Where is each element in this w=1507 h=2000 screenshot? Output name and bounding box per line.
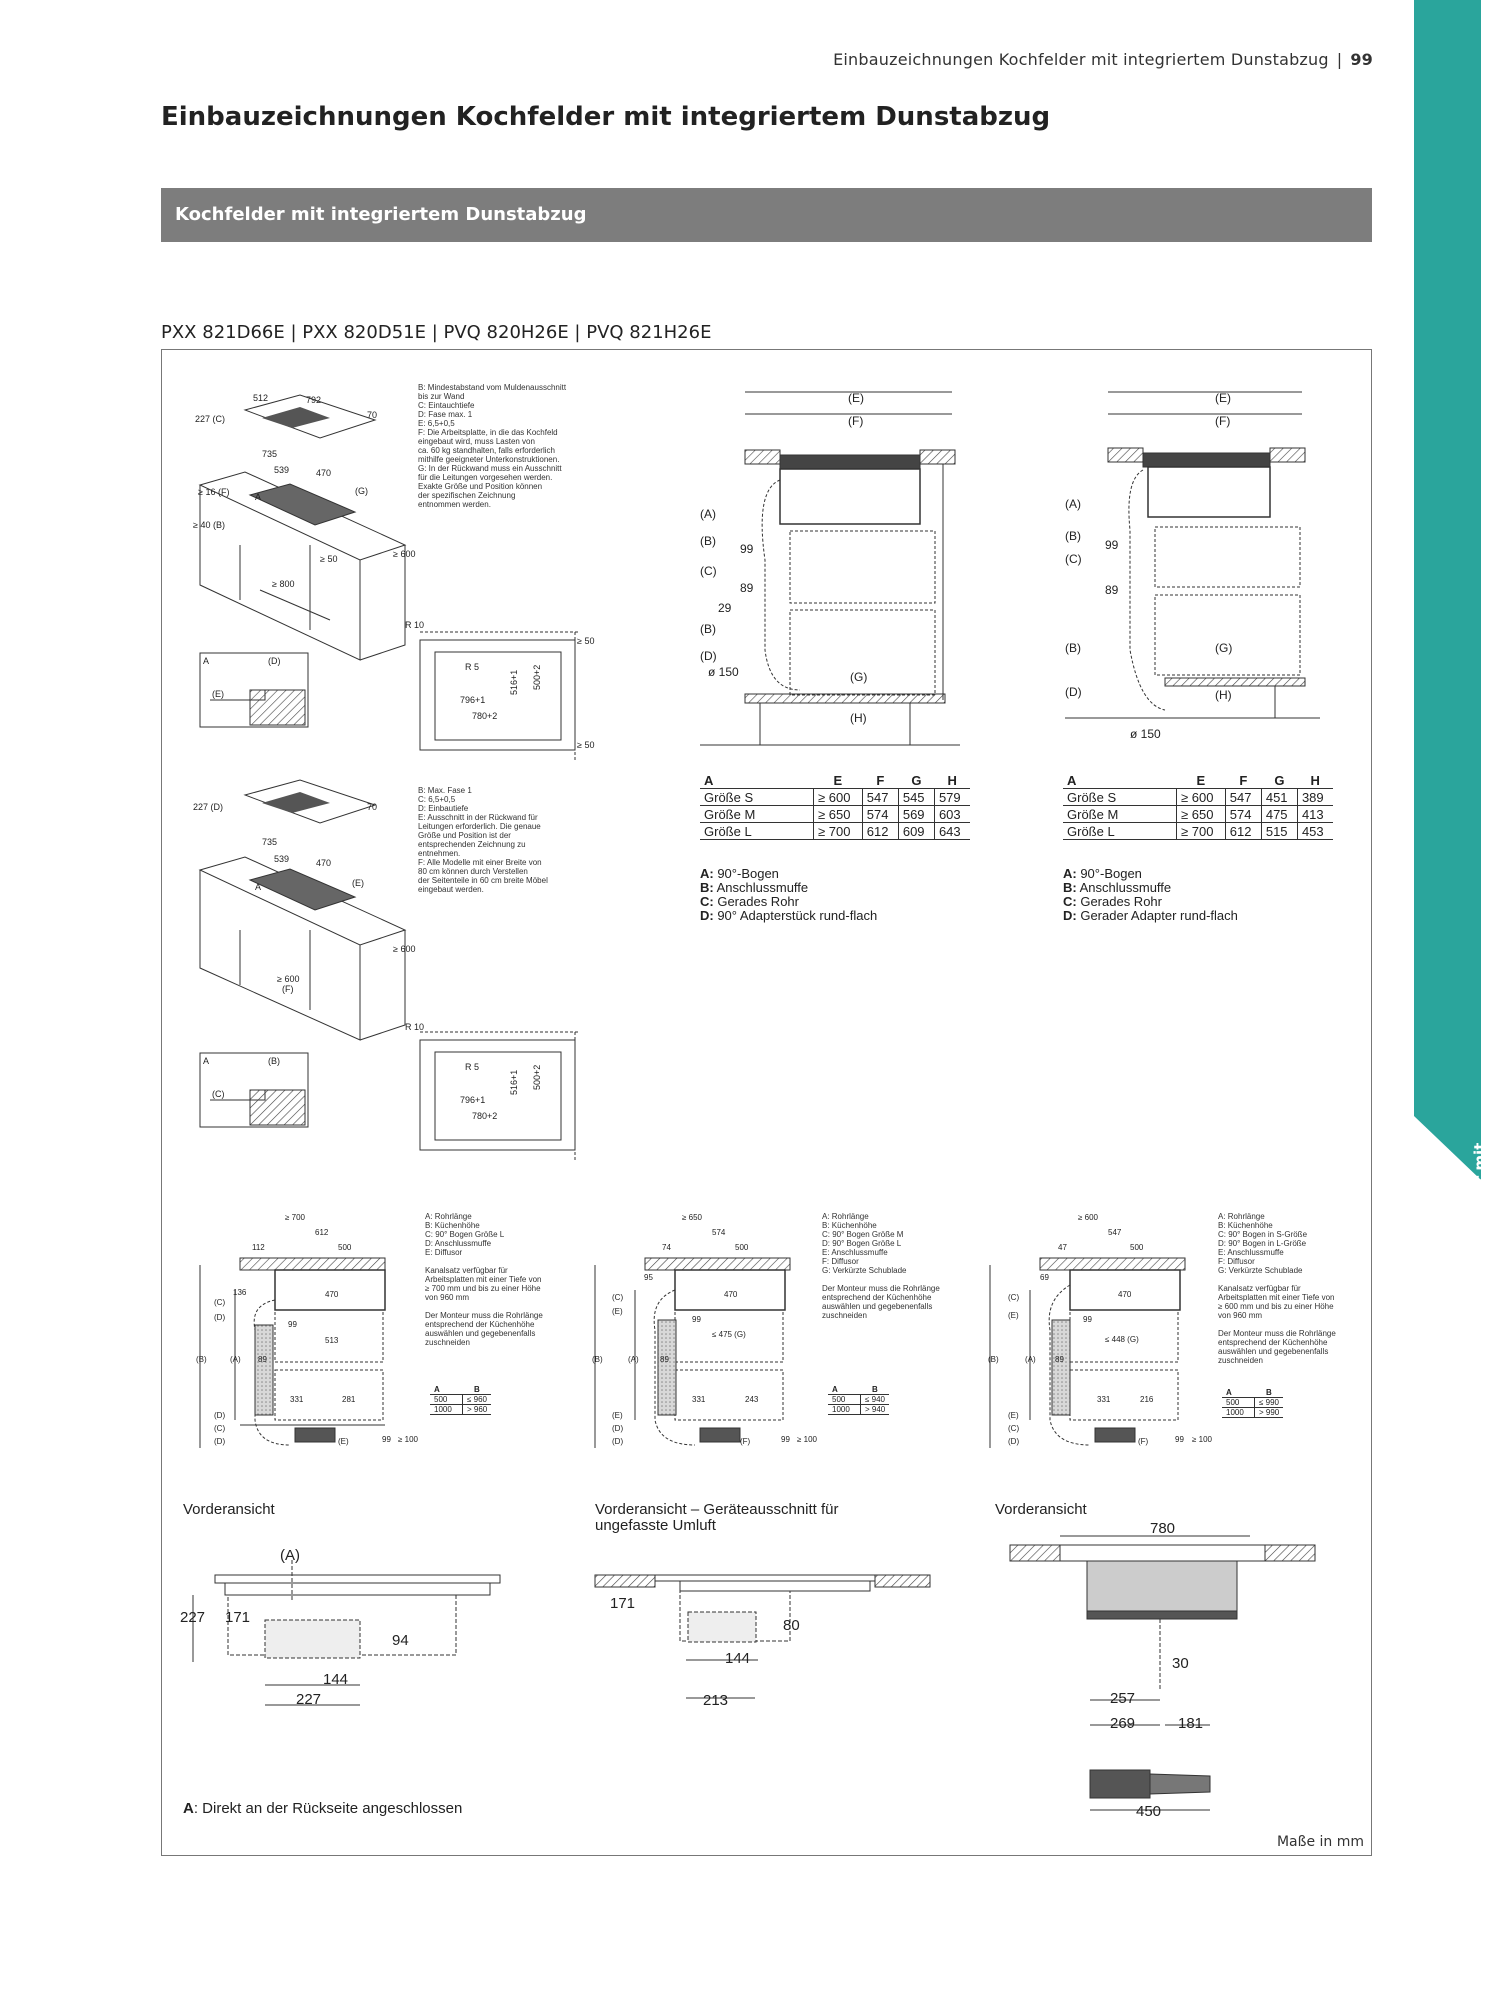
svg-text:(F): (F) xyxy=(1138,1437,1149,1446)
svg-text:(E): (E) xyxy=(1215,391,1231,405)
side-b-labels xyxy=(1065,391,1232,741)
svg-text:(D): (D) xyxy=(268,656,281,666)
svg-text:(A): (A) xyxy=(230,1355,241,1364)
svg-text:(E): (E) xyxy=(612,1307,623,1316)
svg-text:≥ 600: ≥ 600 xyxy=(1078,1213,1098,1222)
svg-text:≥ 700: ≥ 700 xyxy=(285,1213,305,1222)
iso-drawing-1 xyxy=(200,395,405,660)
table-row: 1000 > 960 xyxy=(430,1405,491,1415)
cutout-plan-1 xyxy=(420,632,580,760)
svg-text:(A): (A) xyxy=(1065,497,1081,511)
svg-text:331: 331 xyxy=(1097,1395,1111,1404)
table-row: Größe M ≥ 650 574 569 603 xyxy=(700,806,970,823)
svg-text:735: 735 xyxy=(262,449,278,459)
svg-text:R 10: R 10 xyxy=(405,1022,425,1032)
side-tab-label: Kochfelder mit integriertem Dunstabzug xyxy=(1471,1098,1507,1312)
svg-text:(B): (B) xyxy=(988,1355,999,1364)
svg-text:(D): (D) xyxy=(612,1424,624,1433)
svg-text:(E): (E) xyxy=(212,689,224,699)
svg-text:99: 99 xyxy=(1083,1315,1092,1324)
svg-text:99: 99 xyxy=(740,542,754,556)
front-view-3 xyxy=(1010,1536,1315,1810)
svg-text:(D): (D) xyxy=(214,1437,226,1446)
svg-text:227: 227 xyxy=(180,1609,206,1626)
svg-text:ø 150: ø 150 xyxy=(708,665,739,679)
svg-text:ø 150: ø 150 xyxy=(1130,727,1161,741)
svg-text:≥ 40 (B): ≥ 40 (B) xyxy=(193,520,225,530)
svg-text:(E): (E) xyxy=(848,391,864,405)
svg-text:243: 243 xyxy=(745,1395,759,1404)
svg-text:(C): (C) xyxy=(1008,1424,1020,1433)
svg-text:80: 80 xyxy=(783,1617,800,1634)
svg-text:≤ 475 (G): ≤ 475 (G) xyxy=(712,1330,746,1339)
svg-text:500+2: 500+2 xyxy=(532,1064,542,1090)
iso-drawing-2 xyxy=(200,780,405,1040)
svg-text:780: 780 xyxy=(1150,1520,1176,1537)
svg-text:500+2: 500+2 xyxy=(532,664,542,690)
svg-text:539: 539 xyxy=(274,854,290,864)
table-row: Größe M ≥ 650 574 475 413 xyxy=(1063,806,1333,823)
svg-text:144: 144 xyxy=(323,1671,349,1688)
svg-text:R 10: R 10 xyxy=(405,620,425,630)
svg-text:516+1: 516+1 xyxy=(509,1069,519,1095)
svg-text:(B): (B) xyxy=(700,534,716,548)
svg-text:99: 99 xyxy=(288,1320,297,1329)
duct-1-notes: A: Rohrlänge B: Küchenhöhe C: 90° Bogen Größe L D: Anschlussmuffe E: Diffusor Kanalsatz verfügbar für Arbeitsplatten mit einer Tiefe von ≥ 700 mm und bis zu einer Höhe von 960 mm Der Monteur muss die Rohrlänge entsprechend der Küchenhöhe auswählen und gegebenenfalls zuschneiden xyxy=(425,1212,543,1347)
svg-text:(C): (C) xyxy=(1065,552,1082,566)
svg-text:70: 70 xyxy=(367,410,378,420)
side-section-b xyxy=(1065,392,1320,718)
svg-text:(E): (E) xyxy=(612,1411,623,1420)
svg-text:(C): (C) xyxy=(214,1298,226,1307)
svg-text:735: 735 xyxy=(262,837,278,847)
svg-text:796+1: 796+1 xyxy=(460,1095,486,1105)
front-view-1-title: Vorderansicht xyxy=(183,1501,275,1518)
svg-text:≤ 448 (G): ≤ 448 (G) xyxy=(1105,1335,1139,1344)
svg-text:(F): (F) xyxy=(1215,414,1231,428)
svg-text:470: 470 xyxy=(316,468,332,478)
svg-text:≥ 600: ≥ 600 xyxy=(277,974,300,984)
svg-text:612: 612 xyxy=(315,1228,329,1237)
svg-text:(A): (A) xyxy=(700,507,716,521)
svg-text:(A): (A) xyxy=(628,1355,639,1364)
table-row: 500 ≤ 960 xyxy=(430,1395,491,1405)
table-row: Größe L ≥ 700 612 609 643 xyxy=(700,823,970,840)
svg-text:(D): (D) xyxy=(214,1313,226,1322)
svg-text:470: 470 xyxy=(325,1290,339,1299)
side-a-labels xyxy=(700,391,867,725)
front-view-2 xyxy=(595,1575,930,1698)
svg-text:(E): (E) xyxy=(1008,1311,1019,1320)
svg-text:796+1: 796+1 xyxy=(460,695,486,705)
svg-text:29: 29 xyxy=(718,601,732,615)
table-row: 1000 > 990 xyxy=(1222,1408,1283,1418)
svg-text:95: 95 xyxy=(644,1273,653,1282)
svg-text:≥ 650: ≥ 650 xyxy=(682,1213,702,1222)
svg-text:(C): (C) xyxy=(1008,1293,1020,1302)
svg-text:331: 331 xyxy=(692,1395,706,1404)
svg-text:(E): (E) xyxy=(352,878,364,888)
svg-text:(H): (H) xyxy=(850,711,867,725)
duct-3-table: A B 500 ≤ 990 1000 > 990 xyxy=(1222,1388,1283,1418)
svg-text:136: 136 xyxy=(233,1288,247,1297)
units-note: Maße in mm xyxy=(1276,1834,1364,1850)
svg-text:≥ 50: ≥ 50 xyxy=(320,554,338,564)
svg-text:227: 227 xyxy=(296,1691,322,1708)
svg-text:(G): (G) xyxy=(355,486,368,496)
table-row: 500 ≤ 990 xyxy=(1222,1398,1283,1408)
legend-a: A: 90°-Bogen B: Anschlussmuffe C: Gerades Rohr D: 90° Adapterstück rund-flach xyxy=(700,866,878,923)
svg-text:(F): (F) xyxy=(740,1437,751,1446)
svg-text:99: 99 xyxy=(1105,538,1119,552)
duct-3-notes: A: Rohrlänge B: Küchenhöhe C: 90° Bogen in S-Größe D: 90° Bogen in L-Größe E: Anschlussmuffe F: Diffusor G: Verkürzte Schublade Kanalsatz verfügbar für Arbeitsplatten mit einer Tiefe von ≥ 600 mm und bis zu einer Höhe von 960 mm Der Monteur muss die Rohrlänge entsprechend der Küchenhöhe auswählen und gegebenenfalls zuschneiden xyxy=(1218,1212,1336,1365)
svg-text:513: 513 xyxy=(325,1336,339,1345)
svg-text:94: 94 xyxy=(392,1632,409,1649)
svg-text:(B): (B) xyxy=(592,1355,603,1364)
svg-text:281: 281 xyxy=(342,1395,356,1404)
svg-text:547: 547 xyxy=(1108,1228,1122,1237)
svg-text:539: 539 xyxy=(274,465,290,475)
duct-2-notes: A: Rohrlänge B: Küchenhöhe C: 90° Bogen Größe M D: 90° Bogen Größe L E: Anschlussmuffe F: Diffusor G: Verkürzte Schublade Der Monteur muss die Rohrlänge entsprechend der Küchenhöhe auswählen und gegebenenfalls zuschneiden xyxy=(822,1212,940,1320)
svg-text:516+1: 516+1 xyxy=(509,669,519,695)
notes-top: B: Mindestabstand vom Muldenausschnitt bis zur Wand C: Eintauchtiefe D: Fase max. 1 E: 6,5+0,5 F: Die Arbeitsplatte, in die das Kochfeld eingebaut wird, muss Lasten von ca. 60 kg standhalten, falls erforderlich mithilfe geeigneter Unterkonstruktionen. G: In der Rückwand muss ein Ausschnitt für die Leitungen vorgesehen werden. Exakte Größe und Position können der spezifischen Zeichnung entnommen werden. xyxy=(418,383,567,509)
svg-text:181: 181 xyxy=(1178,1715,1204,1732)
svg-text:A: A xyxy=(255,492,262,502)
svg-text:(D): (D) xyxy=(1065,685,1082,699)
svg-text:≥ 50: ≥ 50 xyxy=(577,636,595,646)
svg-text:574: 574 xyxy=(712,1228,726,1237)
svg-text:216: 216 xyxy=(1140,1395,1154,1404)
svg-text:500: 500 xyxy=(338,1243,352,1252)
svg-text:30: 30 xyxy=(1172,1655,1189,1672)
svg-text:171: 171 xyxy=(225,1609,251,1626)
svg-text:227 (C): 227 (C) xyxy=(195,414,226,424)
svg-text:(C): (C) xyxy=(700,564,717,578)
svg-text:112: 112 xyxy=(252,1243,265,1252)
svg-text:213: 213 xyxy=(703,1692,729,1709)
svg-text:≥ 100: ≥ 100 xyxy=(797,1435,817,1444)
svg-text:(D): (D) xyxy=(612,1437,624,1446)
svg-text:470: 470 xyxy=(316,858,332,868)
cutout-plan-2 xyxy=(420,1032,580,1160)
front-view-3-title: Vorderansicht xyxy=(995,1501,1087,1518)
svg-text:(H): (H) xyxy=(1215,688,1232,702)
duct-3-labels xyxy=(988,1213,1213,1446)
duct-1-table: A B 500 ≤ 960 1000 > 960 xyxy=(430,1385,491,1415)
svg-text:≥ 16 (F): ≥ 16 (F) xyxy=(198,487,230,497)
svg-text:≥ 100: ≥ 100 xyxy=(1192,1435,1212,1444)
cutout-2-labels xyxy=(405,1022,542,1121)
svg-text:≥ 50: ≥ 50 xyxy=(577,740,595,750)
svg-text:A: A xyxy=(203,656,210,666)
svg-text:89: 89 xyxy=(258,1355,267,1364)
svg-text:89: 89 xyxy=(740,581,754,595)
duct-drawing-3 xyxy=(990,1258,1185,1448)
duct-drawing-1 xyxy=(200,1258,385,1448)
svg-text:(F): (F) xyxy=(848,414,864,428)
svg-text:780+2: 780+2 xyxy=(472,1111,498,1121)
duct-2-labels xyxy=(592,1213,818,1446)
svg-text:257: 257 xyxy=(1110,1690,1136,1707)
svg-text:331: 331 xyxy=(290,1395,304,1404)
svg-text:47: 47 xyxy=(1058,1243,1067,1252)
svg-text:227 (D): 227 (D) xyxy=(193,802,224,812)
svg-text:A: A xyxy=(255,882,262,892)
svg-text:(B): (B) xyxy=(268,1056,280,1066)
side-section-a xyxy=(700,392,960,745)
svg-text:(B): (B) xyxy=(700,622,716,636)
page-number: 99 xyxy=(1350,50,1373,69)
svg-text:(A): (A) xyxy=(1025,1355,1036,1364)
duct-2-table: A B 500 ≤ 940 1000 > 940 xyxy=(828,1385,889,1415)
table-row: 500 ≤ 940 xyxy=(828,1395,889,1405)
svg-text:512: 512 xyxy=(253,393,269,403)
table-row: Größe S ≥ 600 547 451 389 xyxy=(1063,789,1333,806)
svg-text:780+2: 780+2 xyxy=(472,711,498,721)
page-title: Einbauzeichnungen Kochfelder mit integriertem Dunstabzug xyxy=(161,102,1051,132)
svg-text:470: 470 xyxy=(724,1290,738,1299)
svg-text:500: 500 xyxy=(1130,1243,1144,1252)
table-row: Größe S ≥ 600 547 545 579 xyxy=(700,789,970,806)
svg-text:99: 99 xyxy=(1175,1435,1184,1444)
svg-text:≥ 800: ≥ 800 xyxy=(272,579,295,589)
front-view-2-title: Vorderansicht – Geräteausschnitt für ungefasste Umluft xyxy=(595,1501,839,1534)
svg-text:99: 99 xyxy=(382,1435,391,1444)
svg-text:99: 99 xyxy=(781,1435,790,1444)
svg-text:(E): (E) xyxy=(1008,1411,1019,1420)
svg-text:(C): (C) xyxy=(214,1424,226,1433)
svg-text:171: 171 xyxy=(610,1595,636,1612)
svg-text:269: 269 xyxy=(1110,1715,1136,1732)
svg-text:470: 470 xyxy=(1118,1290,1132,1299)
svg-text:(E): (E) xyxy=(338,1437,349,1446)
svg-text:(C): (C) xyxy=(212,1089,225,1099)
svg-text:(F): (F) xyxy=(282,984,294,994)
svg-text:(G): (G) xyxy=(1215,641,1233,655)
svg-text:74: 74 xyxy=(662,1243,671,1252)
size-table-b: A E F G H Größe S ≥ 600 547 451 389 Größe M ≥ 650 574 475 413 Größe L ≥ 700 612 515 453 xyxy=(1063,773,1333,840)
footnote: A: Direkt an der Rückseite angeschlossen xyxy=(183,1800,463,1817)
svg-text:(G): (G) xyxy=(850,670,868,684)
svg-text:(B): (B) xyxy=(196,1355,207,1364)
table-row: 1000 > 940 xyxy=(828,1405,889,1415)
section-bar: Kochfelder mit integriertem Dunstabzug xyxy=(161,188,1372,242)
svg-text:R 5: R 5 xyxy=(465,662,480,672)
svg-text:99: 99 xyxy=(692,1315,701,1324)
svg-text:≥ 600: ≥ 600 xyxy=(393,549,416,559)
svg-text:R 5: R 5 xyxy=(465,1062,480,1072)
notes-mid: B: Max. Fase 1 C: 6,5+0,5 D: Einbautiefe E: Ausschnitt in der Rückwand für Leitungen erforderlich. Die genaue Größe und Position ist der entsprechenden Zeichnung zu entnehmen. F: Alle Modelle mit einer Breite von 80 cm können durch Verstellen der Seitenteile in 60 cm breite Möbel eingebaut werden. xyxy=(418,786,548,894)
svg-text:89: 89 xyxy=(660,1355,669,1364)
svg-text:144: 144 xyxy=(725,1650,751,1667)
size-table-a: A E F G H Größe S ≥ 600 547 545 579 Größe M ≥ 650 574 569 603 Größe L ≥ 700 612 609 643 xyxy=(700,773,970,840)
svg-text:(D): (D) xyxy=(700,649,717,663)
svg-text:(B): (B) xyxy=(1065,529,1081,543)
table-row: Größe L ≥ 700 612 515 453 xyxy=(1063,823,1333,840)
svg-text:(A): (A) xyxy=(280,1547,300,1564)
running-title: Einbauzeichnungen Kochfelder mit integriertem Dunstabzug xyxy=(833,50,1329,69)
svg-text:(B): (B) xyxy=(1065,641,1081,655)
svg-text:89: 89 xyxy=(1055,1355,1064,1364)
svg-text:500: 500 xyxy=(735,1243,749,1252)
legend-b: A: 90°-Bogen B: Anschlussmuffe C: Gerades Rohr D: Gerader Adapter rund-flach xyxy=(1063,866,1238,923)
duct-1-labels xyxy=(196,1213,419,1446)
svg-text:(D): (D) xyxy=(1008,1437,1020,1446)
svg-text:69: 69 xyxy=(1040,1273,1049,1282)
svg-text:A: A xyxy=(203,1056,210,1066)
svg-text:450: 450 xyxy=(1136,1803,1162,1820)
svg-text:(C): (C) xyxy=(612,1293,624,1302)
model-list: PXX 821D66E | PXX 820D51E | PVQ 820H26E | PVQ 821H26E xyxy=(161,322,712,343)
svg-text:≥ 100: ≥ 100 xyxy=(398,1435,418,1444)
svg-text:≥ 600: ≥ 600 xyxy=(393,944,416,954)
svg-text:(D): (D) xyxy=(214,1411,226,1420)
svg-text:792: 792 xyxy=(306,395,322,405)
svg-text:89: 89 xyxy=(1105,583,1119,597)
svg-text:70: 70 xyxy=(367,802,378,812)
header-separator: | xyxy=(1336,50,1343,69)
duct-drawing-2 xyxy=(595,1258,790,1448)
